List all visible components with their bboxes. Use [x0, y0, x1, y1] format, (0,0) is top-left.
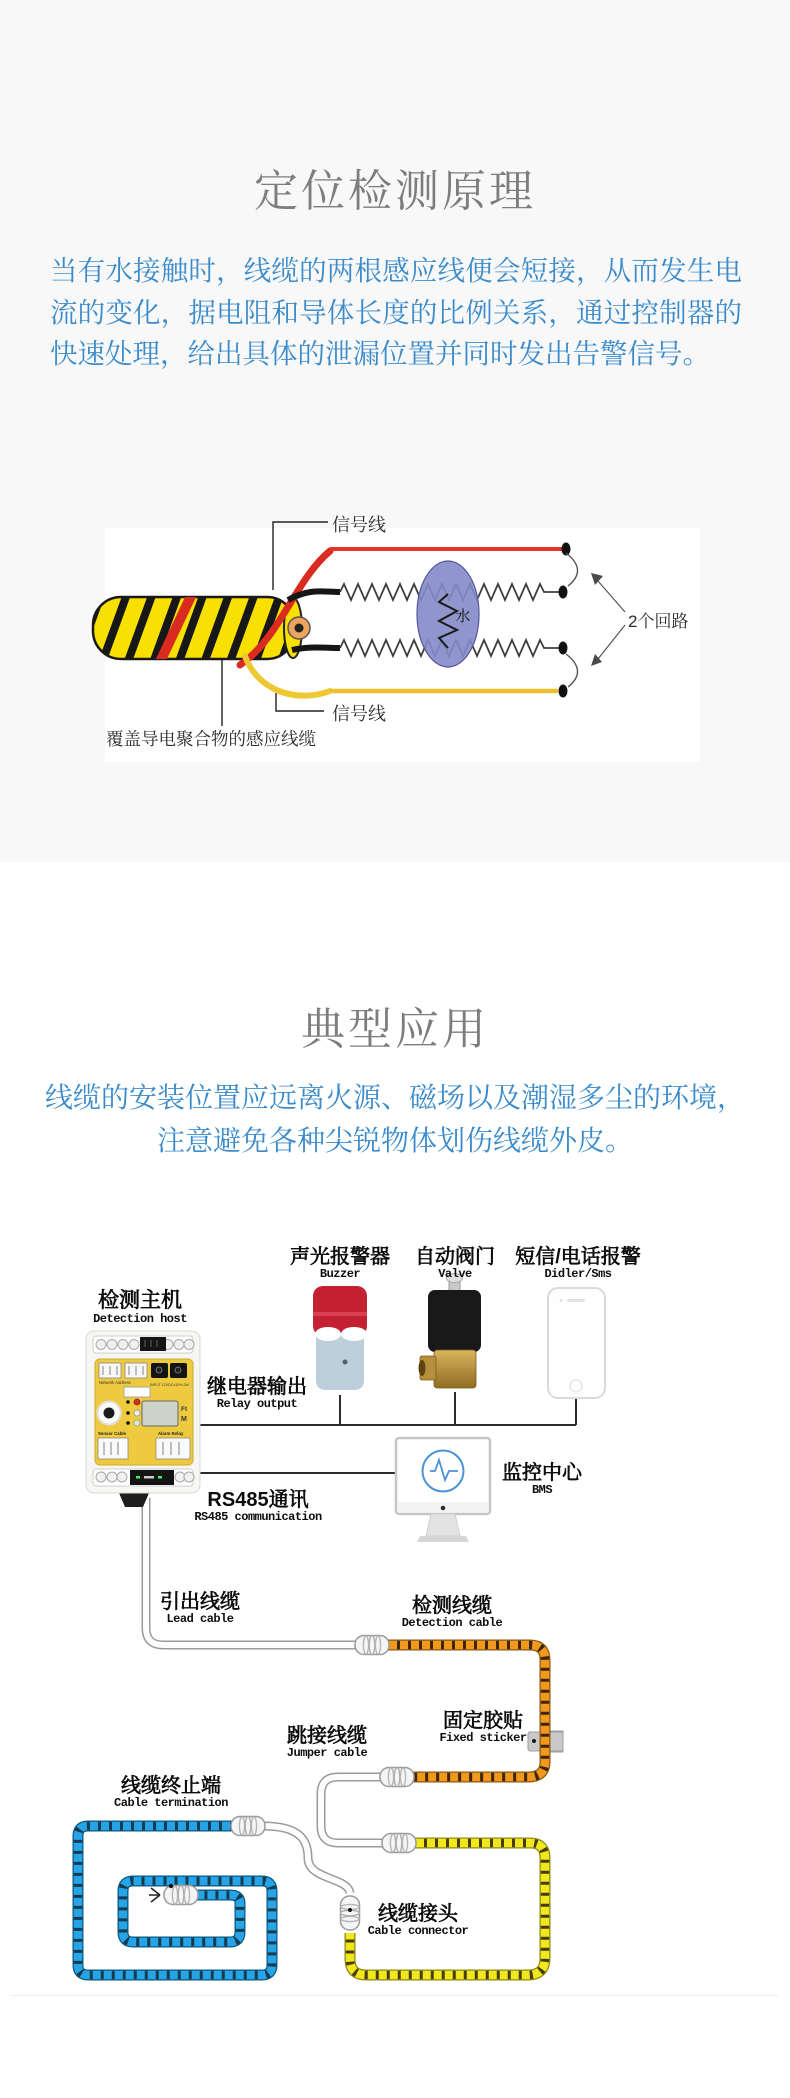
- led-amber: [134, 1410, 140, 1416]
- grey-link-cable: [263, 1826, 350, 1893]
- device-sensor-cable-text: Sensor Cable: [98, 1431, 127, 1436]
- led-red: [134, 1399, 140, 1405]
- cable-connector-label: 线缆接头 Cable connector: [367, 1903, 469, 1939]
- apple-logo-dot: [441, 1506, 446, 1511]
- device-lcd: [142, 1401, 178, 1426]
- two-loops-label: 2个回路: [628, 612, 689, 631]
- valve-label: 自动阀门 Valve: [415, 1246, 495, 1282]
- fixed-sticker-label: 固定胶贴 Fixed sticker: [439, 1710, 527, 1746]
- section1-title: 定位检测原理: [254, 167, 536, 216]
- rs485-label: RS485通讯 RS485 communication: [194, 1489, 322, 1525]
- jumper-cable: [321, 1777, 386, 1843]
- signal-line-label-bottom: 信号线: [332, 704, 386, 724]
- phone-device: [548, 1288, 605, 1398]
- water-label: 水: [455, 608, 471, 625]
- paragraph-line: 注意避免各种尖锐物体划伤线缆外皮。: [156, 1125, 633, 1156]
- buzzer-label: 声光报警器 Buzzer: [290, 1246, 390, 1282]
- section1-paragraph: [50, 250, 742, 375]
- relay-output-label: 继电器输出 Relay output: [207, 1376, 307, 1412]
- paragraph-line: 流的变化，据电阻和导体长度的比例关系，通过控制器的: [50, 296, 742, 328]
- bottom-divider: [12, 1995, 778, 1996]
- section2-title: 典型应用: [301, 1005, 489, 1054]
- paragraph-line: 线缆的安装位置应远离火源、磁场以及潮湿多尘的环境，: [44, 1082, 745, 1113]
- host-label: 检测主机 Detection host: [93, 1289, 187, 1326]
- water-drop: [417, 561, 479, 667]
- cable-termination-label: 线缆终止端 Cable termination: [114, 1775, 228, 1811]
- section2-paragraph: [0, 1076, 790, 1162]
- section-principle: [0, 0, 790, 862]
- detection-host-device: [86, 1331, 200, 1507]
- jumper-cable-label: 跳接线缆 Jumper cable: [286, 1725, 368, 1761]
- valve-device: [419, 1274, 482, 1389]
- paragraph-line: 快速处理，给出具体的泄漏位置并同时发出告警信号。: [50, 338, 710, 369]
- black-wire-lower: [292, 648, 340, 651]
- device-ft-text: Ft: [181, 1406, 188, 1413]
- bms-label: 监控中心 BMS: [502, 1462, 582, 1498]
- coated-cable-label: 覆盖导电聚合物的感应线缆: [106, 729, 316, 749]
- paragraph-line: 当有水接触时，线缆的两根感应线便会短接，从而发生电: [50, 255, 742, 286]
- buzzer-device: [313, 1286, 367, 1390]
- device-network-address-text: Network Address: [99, 1380, 131, 1385]
- monitor-device: [396, 1438, 490, 1542]
- sms-label: 短信/电话报警 Didler/Sms: [515, 1246, 641, 1282]
- device-input-text: INPUT 12VDC±10% 2W: [150, 1383, 189, 1387]
- signal-line-label-top: 信号线: [332, 515, 386, 535]
- device-alarm-relay-text: Alarm Relay: [158, 1431, 184, 1436]
- lead-cable-label: 引出线缆 Lead cable: [160, 1591, 240, 1627]
- device-m-text: M: [181, 1416, 187, 1423]
- detection-cable-label: 检测线缆 Detection cable: [401, 1595, 503, 1631]
- led-green: [134, 1420, 140, 1426]
